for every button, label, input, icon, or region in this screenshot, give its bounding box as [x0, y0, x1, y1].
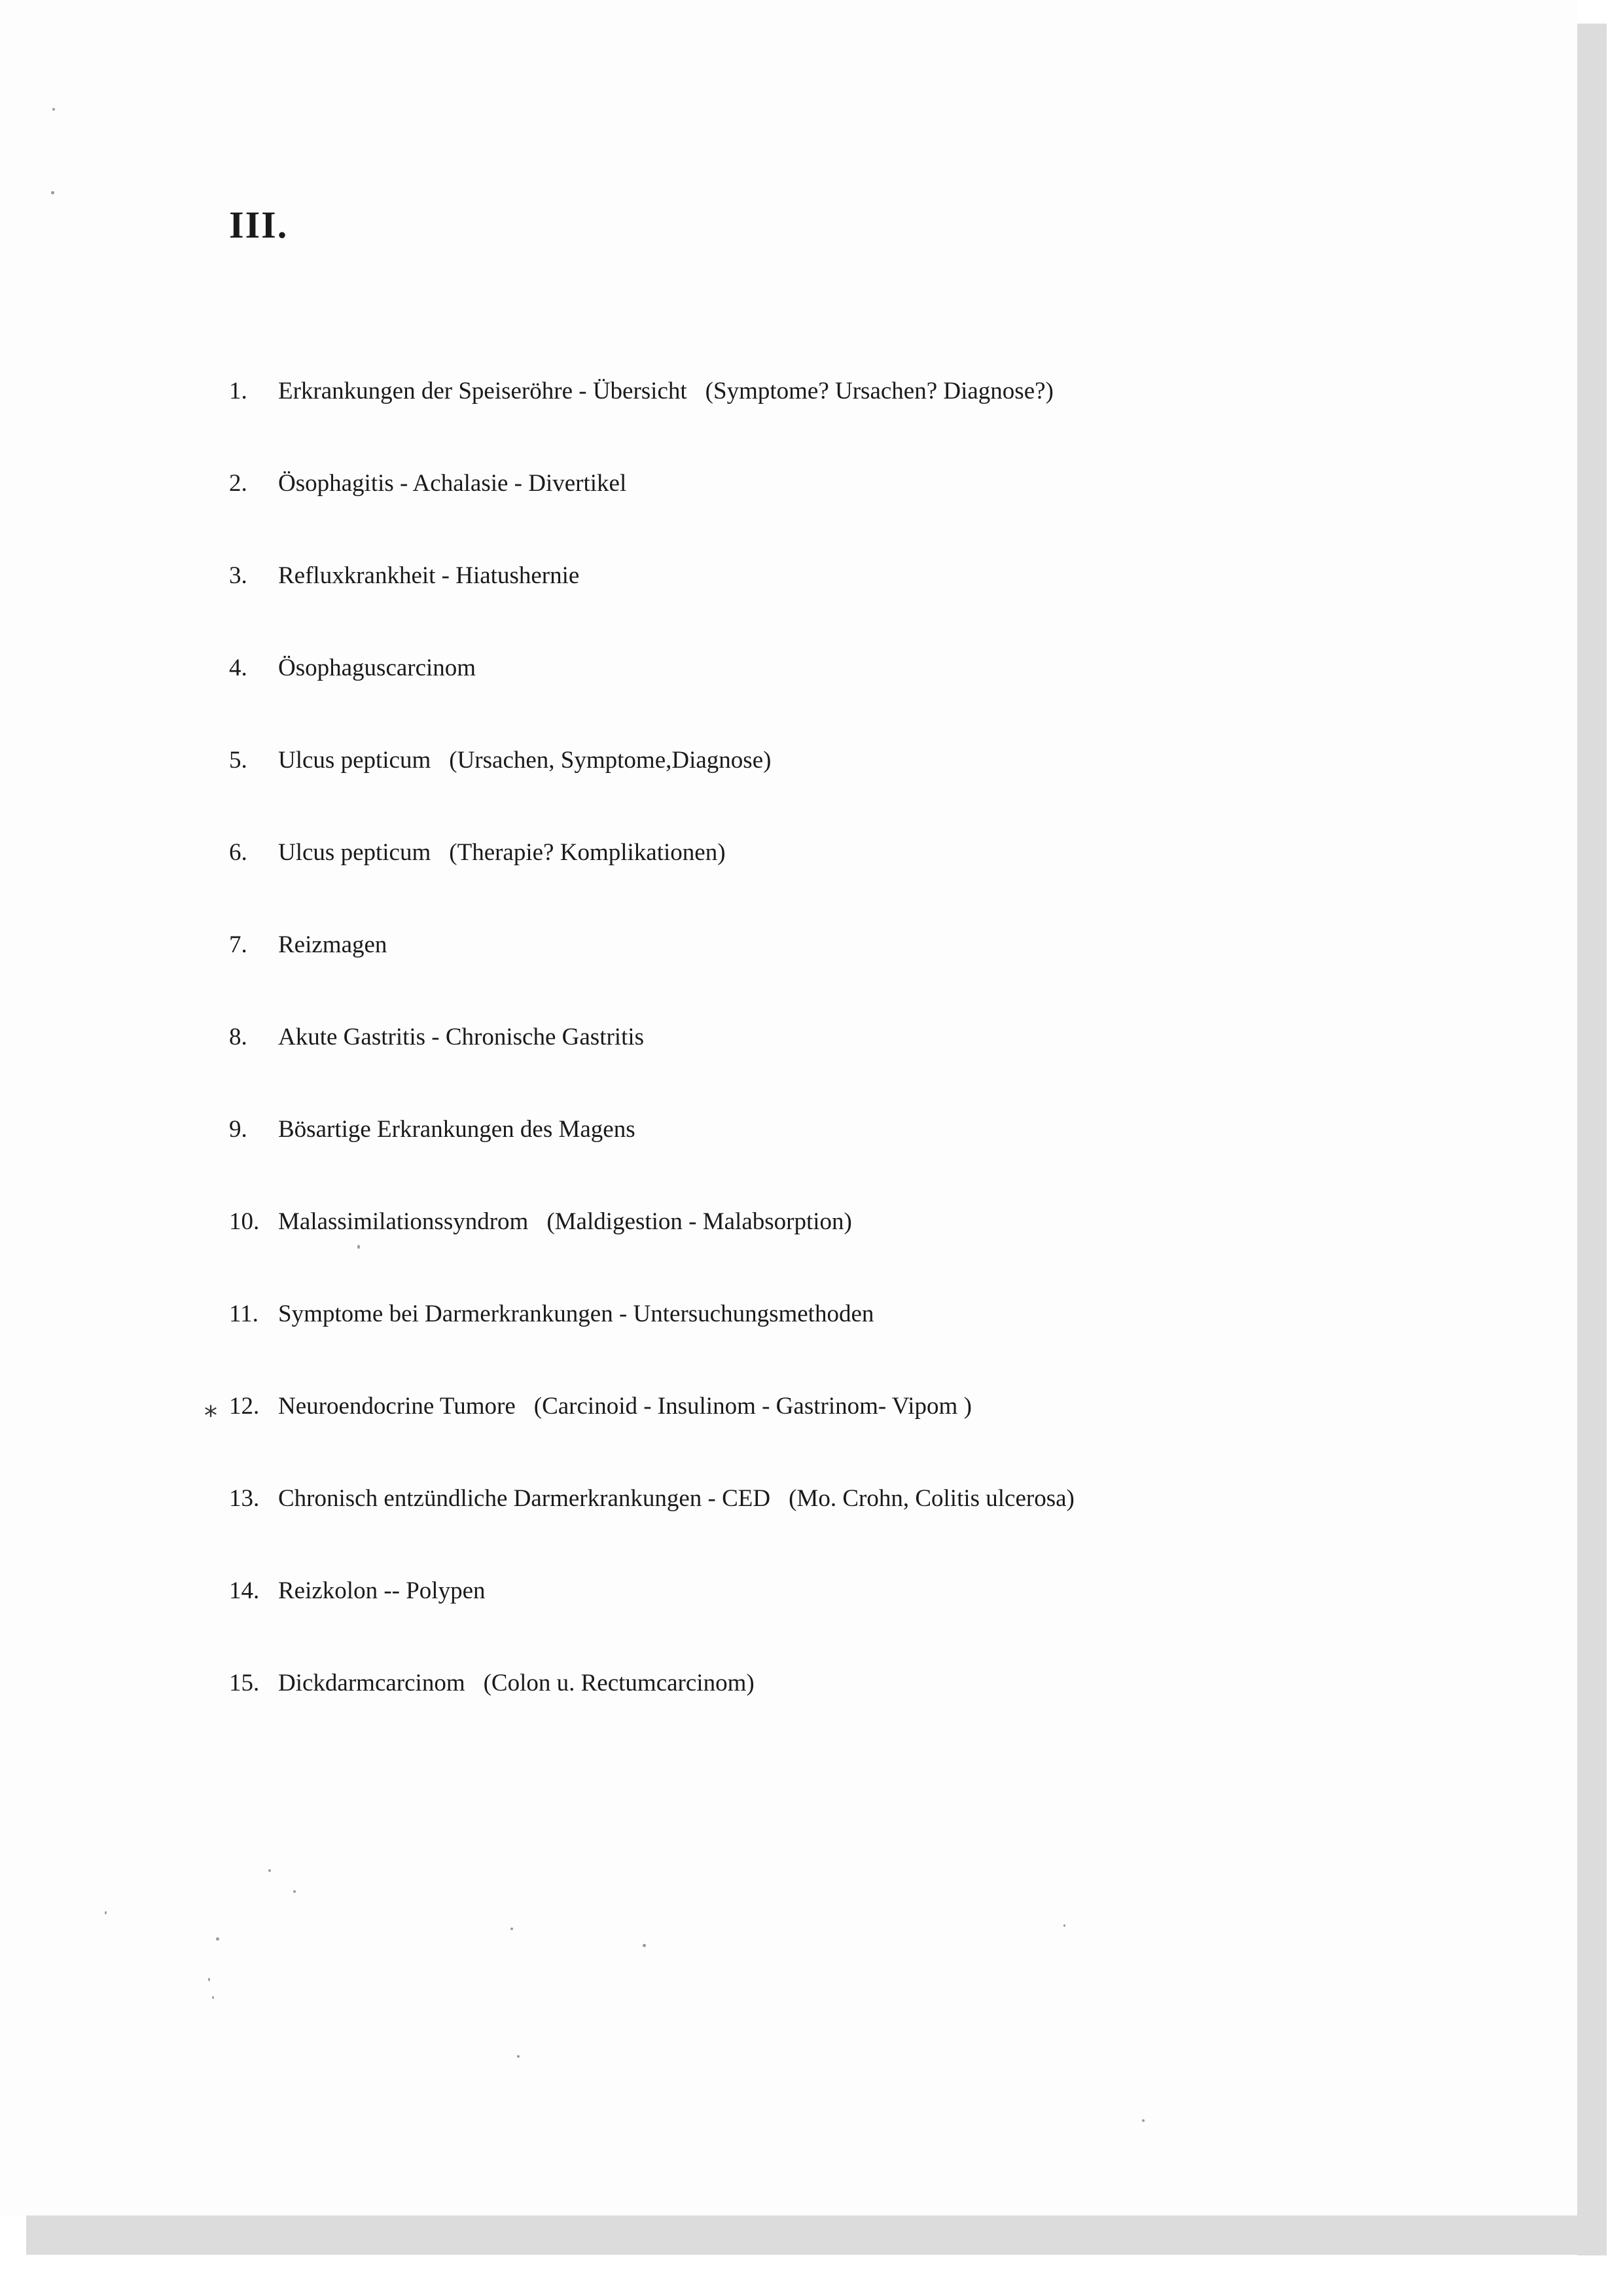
scan-speck — [52, 108, 55, 111]
list-item — [216, 925, 1492, 1018]
item-title: Ulcus pepticum — [278, 747, 431, 774]
item-title: Dickdarmcarcinom — [278, 1670, 465, 1696]
item-number: 10. — [229, 1208, 260, 1235]
item-title: Refluxkrankheit - Hiatushernie — [278, 562, 580, 589]
scan-speck — [1063, 1924, 1065, 1927]
list-item — [216, 649, 1492, 741]
item-text — [278, 1018, 662, 1057]
item-text — [278, 1110, 654, 1149]
item-number: 12. — [229, 1393, 260, 1420]
scan-speck — [105, 1911, 107, 1914]
item-number: 1. — [229, 378, 247, 404]
scan-speck — [293, 1890, 296, 1893]
scan-speck — [212, 1996, 214, 1999]
scan-shadow-right — [1577, 24, 1607, 2255]
item-text — [278, 464, 645, 503]
list-item — [216, 1387, 1492, 1479]
scan-speck — [1142, 2119, 1145, 2122]
item-detail: (Carcinoid - Insulinom - Gastrinom- Vipom ) — [533, 1393, 972, 1420]
list-item — [216, 833, 1492, 925]
list-item — [216, 1664, 1492, 1756]
scan-speck — [216, 1937, 219, 1941]
list-item — [216, 556, 1492, 649]
scan-shadow-bottom — [26, 2215, 1607, 2255]
item-number: 7. — [229, 931, 247, 958]
item-number: 14. — [229, 1577, 260, 1604]
item-number: 9. — [229, 1116, 247, 1143]
item-text — [278, 741, 771, 780]
item-number: 4. — [229, 655, 247, 681]
item-title: Ulcus pepticum — [278, 839, 431, 866]
list-item — [216, 741, 1492, 833]
list-item — [216, 1295, 1492, 1387]
item-number: 3. — [229, 562, 247, 589]
scan-speck — [510, 1928, 513, 1930]
item-title: Reizkolon -- Polypen — [278, 1577, 486, 1604]
item-title: Erkrankungen der Speiseröhre - Übersicht — [278, 378, 687, 404]
item-title: Ösophagitis - Achalasie - Divertikel — [278, 470, 627, 497]
item-title: Reizmagen — [278, 931, 387, 958]
scan-speck — [208, 1978, 210, 1981]
item-text — [278, 925, 405, 965]
item-title: Neuroendocrine Tumore — [278, 1393, 516, 1420]
item-text — [278, 1479, 1075, 1518]
item-detail: (Mo. Crohn, Colitis ulcerosa) — [789, 1485, 1075, 1512]
item-text — [278, 1387, 972, 1426]
item-detail: (Symptome? Ursachen? Diagnose?) — [705, 378, 1054, 404]
item-text — [278, 1295, 892, 1334]
section-heading: III. — [229, 204, 289, 246]
item-number: 5. — [229, 747, 247, 774]
item-text — [278, 649, 494, 688]
item-number: 8. — [229, 1024, 247, 1050]
item-number: 2. — [229, 470, 247, 497]
list-item — [216, 1479, 1492, 1571]
item-number: 11. — [229, 1300, 259, 1327]
list-item — [216, 372, 1492, 464]
item-text — [278, 556, 597, 596]
item-text — [278, 372, 1054, 411]
scan-speck — [357, 1245, 360, 1249]
list-item — [216, 1018, 1492, 1110]
scan-speck — [51, 191, 54, 194]
item-text — [278, 833, 726, 872]
list-item — [216, 1110, 1492, 1202]
list-item — [216, 464, 1492, 556]
item-number: 15. — [229, 1670, 260, 1696]
topic-list — [216, 372, 1492, 1756]
item-text — [278, 1202, 852, 1242]
item-detail: (Colon u. Rectumcarcinom) — [483, 1670, 755, 1696]
list-item — [216, 1571, 1492, 1664]
item-text — [278, 1664, 755, 1703]
handwritten-check-mark-icon: ⁎ — [204, 1393, 217, 1423]
item-number: 6. — [229, 839, 247, 866]
item-title: Ösophaguscarcinom — [278, 655, 476, 681]
item-detail: (Maldigestion - Malabsorption) — [546, 1208, 852, 1235]
item-title: Akute Gastritis - Chronische Gastritis — [278, 1024, 645, 1050]
item-number: 13. — [229, 1485, 260, 1512]
scan-speck — [268, 1869, 271, 1872]
item-title: Malassimilationssyndrom — [278, 1208, 529, 1235]
list-item — [216, 1202, 1492, 1295]
scan-speck — [517, 2055, 520, 2058]
item-detail: (Ursachen, Symptome,Diagnose) — [449, 747, 772, 774]
item-detail: (Therapie? Komplikationen) — [449, 839, 726, 866]
item-title: Symptome bei Darmerkrankungen - Untersuchungsmethoden — [278, 1300, 874, 1327]
item-title: Chronisch entzündliche Darmerkrankungen - CED — [278, 1485, 771, 1512]
item-title: Bösartige Erkrankungen des Magens — [278, 1116, 635, 1143]
item-text — [278, 1571, 504, 1611]
scan-speck — [643, 1944, 646, 1947]
